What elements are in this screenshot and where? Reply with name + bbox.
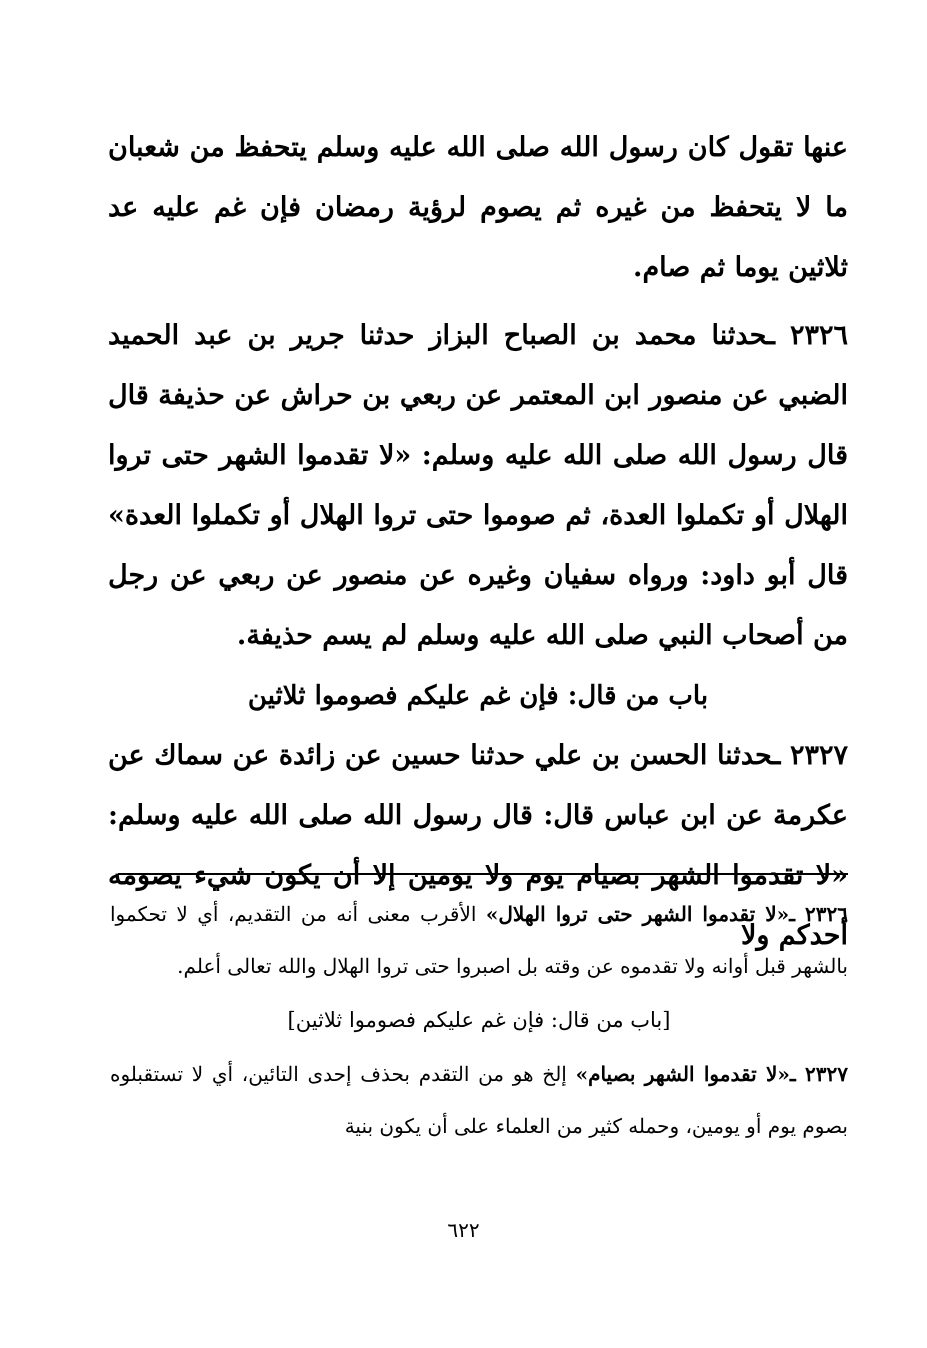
footnote-text: إلخ هو من التقدم بحذف إحدى التائين، أي لا تستقبلوه بصوم يوم أو يومين، وحمله كثير من العلماء على أن يكون بنية: [110, 1062, 848, 1138]
footnote-chapter-heading: [باب من قال: فإن غم عليكم فصوموا ثلاثين]: [287, 1008, 671, 1032]
hadith-dash: ـ: [772, 740, 781, 771]
hadith-dash: ـ: [767, 320, 775, 351]
main-text: [108, 118, 848, 966]
chapter-heading: باب من قال: فإن غم عليكم فصوموا ثلاثين: [247, 681, 709, 711]
paragraph-hadith-continuation: [108, 118, 848, 298]
footnote-text: الأقرب معنى أنه من التقديم، أي لا تحكموا بالشهر قبل أوانه ولا تقدموه عن وقته بل اصبروا حتى تروا الهلال والله تعالى أعلم.: [110, 902, 848, 978]
footnote-dash: ـ: [789, 902, 806, 926]
footnote-dash: ـ: [789, 1062, 806, 1086]
paragraph-text: حدثنا الحسن بن علي حدثنا حسين عن زائدة عن سماك عن عكرمة عن ابن عباس قال: قال رسول الله صلى الله عليه وسلم: «لا تقدموا الشهر بصيام يوم ولا يومين إلا أن يكون شيء يصومه أحدكم ولا: [108, 740, 848, 951]
footnote-2327: [110, 1048, 848, 1152]
paragraph-hadith-2326: [108, 306, 848, 666]
footnote-number: ٢٣٢٦: [805, 902, 849, 926]
paragraph-text: حدثنا محمد بن الصباح البزاز حدثنا جرير بن عبد الحميد الضبي عن منصور ابن المعتمر عن ربعي بن حراش عن حذيفة قال قال رسول الله صلى الله عليه وسلم: «لا تقدموا الشهر حتى تروا الهلال أو تكملوا العدة، ثم صوموا حتى تروا الهلال أو تكملوا العدة» قال أبو داود: ورواه سفيان وغيره عن منصور عن ربعي عن رجل من أصحاب النبي صلى الله عليه وسلم لم يسم حذيفة.: [108, 320, 848, 651]
footnotes: [110, 888, 848, 1152]
footnote-number: ٢٣٢٧: [805, 1062, 848, 1086]
footnote-quote: «لا تقدموا الشهر حتى تروا الهلال»: [485, 902, 790, 926]
hadith-number: ٢٣٢٦: [789, 320, 848, 351]
paragraph-text: عنها تقول كان رسول الله صلى الله عليه وسلم يتحفظ من شعبان ما لا يتحفظ من غيره ثم يصوم لرؤية رمضان فإن غم عليه عد ثلاثين يوما ثم صام.: [108, 132, 848, 283]
footnote-quote: «لا تقدموا الشهر بصيام»: [575, 1062, 790, 1086]
page-number: ٦٢٢: [447, 1218, 480, 1242]
footnote-separator: [118, 873, 848, 875]
hadith-number: ٢٣٢٧: [789, 740, 848, 771]
footnote-2326: [110, 888, 848, 992]
